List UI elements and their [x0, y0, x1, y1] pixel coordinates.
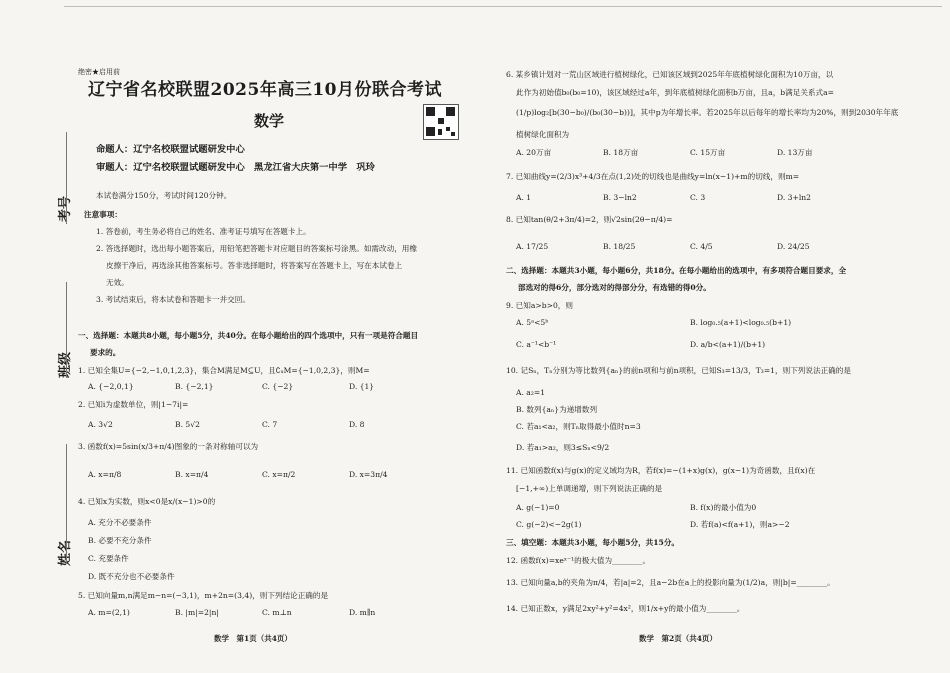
exam-no-label: 考号: [58, 195, 73, 222]
q5-option-c: C. m⊥n: [262, 608, 292, 617]
q7-option-d: D. 3+ln2: [777, 193, 811, 202]
author-line-1: 命题人：辽宁名校联盟试题研发中心: [96, 144, 245, 155]
top-border-line: [64, 6, 942, 7]
question-9: 9. 已知a>b>0，则: [506, 301, 573, 310]
q10-option-c: C. 若a₁<a₂，则Tₙ取得最小值时n=3: [516, 422, 641, 431]
note-2-line-a: 2. 答选择题时，选出每小题答案后，用铅笔把答题卡对应题目的答案标号涂黑。如需改动，用橡: [96, 244, 417, 253]
question-1: 1. 已知全集U={−2,−1,0,1,2,3}，集合M满足M⊆U，且∁ᵤM={−1,0,2,3}，则M=: [78, 366, 370, 375]
qr-code-icon: [423, 104, 459, 140]
q2-option-c: C. 7: [262, 420, 278, 429]
question-2: 2. 已知i为虚数单位，则|1−7i|=: [78, 400, 189, 409]
q1-option-a: A. {−2,0,1}: [88, 382, 134, 391]
q2-option-a: A. 3√2: [88, 420, 113, 429]
q3-option-c: C. x=π/2: [262, 470, 296, 479]
q8-option-a: A. 17/25: [516, 242, 549, 251]
q11-option-b: B. f(x)的最小值为0: [690, 503, 757, 512]
note-1: 1. 答卷前，考生务必将自己的姓名、准考证号填写在答题卡上。: [96, 227, 311, 236]
q9-option-d: D. a/b<(a+1)/(b+1): [690, 340, 766, 349]
q1-option-d: D. {1}: [349, 382, 375, 391]
section-2-heading-b: 部选对的得6分，部分选对的得部分分，有选错的得0分。: [518, 283, 711, 292]
question-11-line-a: 11. 已知函数f(x)与g(x)的定义域均为R，若f(x)=−(1+x)g(x)，g(x−1)为奇函数，且f(x)在: [506, 466, 816, 475]
question-6-line-c: (1/p)log₂[b(30−b₀)/(b₀(30−b))]，其中p为年增长率。若2025年以后每年的增长率均为20%，则到2030年年底: [516, 108, 899, 117]
question-3: 3. 函数f(x)=5sin(x/3+π/4)图象的一条对称轴可以为: [78, 442, 259, 451]
note-3: 3. 考试结束后，将本试卷和答题卡一并交回。: [96, 295, 250, 304]
note-2-line-c: 无效。: [106, 278, 129, 287]
q7-option-b: B. 3−ln2: [603, 193, 637, 202]
exam-title: 辽宁省名校联盟2025年高三10月份联合考试: [88, 80, 442, 100]
question-14: 14. 已知正数x，y满足2xy²+y²=4x²，则1/x+y的最小值为________。: [506, 604, 745, 613]
q4-option-d: D. 既不充分也不必要条件: [88, 572, 175, 581]
q11-option-a: A. g(−1)=0: [516, 503, 560, 512]
question-7: 7. 已知曲线y=(2/3)x³+4/3在点(1,2)处的切线也是曲线y=ln(x−1)+m的切线，则m=: [506, 172, 800, 181]
q5-option-d: D. m∥n: [349, 608, 376, 617]
q8-option-d: D. 24/25: [777, 242, 810, 251]
question-8: 8. 已知tan(θ/2+3π/4)=2，则√2sin(2θ−π/4)=: [506, 215, 673, 224]
section-2-heading-a: 二、选择题：本题共3小题，每小题6分，共18分。在每小题给出的选项中，有多项符合题目要求，全: [506, 266, 847, 275]
q3-option-b: B. x=π/4: [175, 470, 209, 479]
q1-option-c: C. {−2}: [262, 382, 294, 391]
q4-option-a: A. 充分不必要条件: [88, 518, 152, 527]
q6-option-a: A. 20万亩: [516, 148, 552, 157]
question-10: 10. 记Sₙ，Tₙ分别为等比数列{aₙ}的前n项和与前n项积，已知S₃=13/3，T₃=1，则下列说法正确的是: [506, 366, 851, 375]
q3-option-a: A. x=π/8: [88, 470, 122, 479]
q8-option-c: C. 4/5: [690, 242, 713, 251]
q8-option-b: B. 18/25: [603, 242, 636, 251]
authors-block: [96, 141, 375, 176]
notes-title: 注意事项：: [84, 210, 122, 219]
note-2-line-b: 皮擦干净后，再选涂其他答案标号。答非选择题时，将答案写在答题卡上，写在本试卷上: [106, 261, 403, 270]
page-2-footer: 数学 第2页（共4页）: [639, 634, 717, 643]
binding-strip: [0, 0, 73, 673]
question-6-line-d: 植树绿化面积为: [516, 130, 570, 139]
q10-option-b: B. 数列{aₙ}为递增数列: [516, 405, 598, 414]
author-line-2: 审题人：辽宁名校联盟试题研发中心 黑龙江省大庆第一中学 巩玲: [96, 161, 375, 173]
class-label: 班级: [58, 351, 73, 378]
exam-no-blank-line: [66, 132, 67, 224]
q9-option-c: C. a⁻¹<b⁻¹: [516, 340, 557, 349]
q1-option-b: B. {−2,1}: [175, 382, 214, 391]
section-3-heading: 三、填空题：本题共3小题，每小题5分，共15分。: [506, 538, 680, 547]
q7-option-a: A. 1: [516, 193, 532, 202]
q6-option-b: B. 18万亩: [603, 148, 639, 157]
q10-option-a: A. a₂=1: [516, 388, 546, 397]
q4-option-c: C. 充要条件: [88, 554, 129, 563]
subject-title: 数学: [254, 112, 285, 130]
name-label: 姓名: [58, 539, 73, 566]
q11-option-d: D. 若f(a)<f(a+1)，则a>−2: [690, 520, 790, 529]
q5-option-b: B. |m|=2|n|: [175, 608, 219, 617]
q6-option-d: D. 13万亩: [777, 148, 813, 157]
q10-option-d: D. 若a₁>a₂，则3≤Sₙ<9/2: [516, 443, 610, 452]
q11-option-c: C. g(−2)<−2g(1): [516, 520, 582, 529]
section-1-heading-a: 一、选择题：本题共8小题，每小题5分，共40分。在每小题给出的四个选项中，只有一项是符合题目: [78, 331, 419, 340]
class-blank-line: [66, 282, 67, 378]
name-blank-line: [66, 444, 67, 564]
q9-option-a: A. 5ᵃ<5ᵇ: [516, 318, 549, 327]
question-13: 13. 已知向量a,b的夹角为π/4，若|a|=2，且a−2b在a上的投影向量为(1/2)a，则|b|=________。: [506, 578, 835, 587]
section-1-heading-b: 要求的。: [90, 348, 121, 357]
full-score-text: 本试卷满分150分，考试时间120分钟。: [96, 191, 232, 200]
q9-option-b: B. log₀.₅(a+1)<log₀.₅(b+1): [690, 318, 792, 327]
question-5: 5. 已知向量m,n满足m−n=(−3,1)，m+2n=(3,4)，则下列结论正确的是: [78, 591, 329, 600]
confidential-mark: 绝密★启用前: [78, 68, 120, 76]
question-6-line-a: 6. 某乡镇计划对一荒山区域进行植树绿化，已知该区域到2025年年底植树绿化面积为10万亩，以: [506, 70, 834, 79]
q3-option-d: D. x=3π/4: [349, 470, 388, 479]
q6-option-c: C. 15万亩: [690, 148, 726, 157]
q2-option-b: B. 5√2: [175, 420, 200, 429]
page-1-footer: 数学 第1页（共4页）: [214, 634, 292, 643]
question-4: 4. 已知x为实数，则x<0是x/(x−1)>0的: [78, 497, 216, 506]
question-12: 12. 函数f(x)=xeˣ⁻¹的极大值为________。: [506, 556, 651, 565]
q5-option-a: A. m=(2,1): [88, 608, 130, 617]
q4-option-b: B. 必要不充分条件: [88, 536, 152, 545]
q2-option-d: D. 8: [349, 420, 365, 429]
question-11-line-b: [−1,+∞)上单调递增，则下列说法正确的是: [516, 484, 663, 493]
question-6-line-b: 此作为初始值b₀(b₀=10)，该区域经过a年，到年底植树绿化面积b万亩，且a，b满足关系式a=: [516, 88, 835, 97]
q7-option-c: C. 3: [690, 193, 706, 202]
